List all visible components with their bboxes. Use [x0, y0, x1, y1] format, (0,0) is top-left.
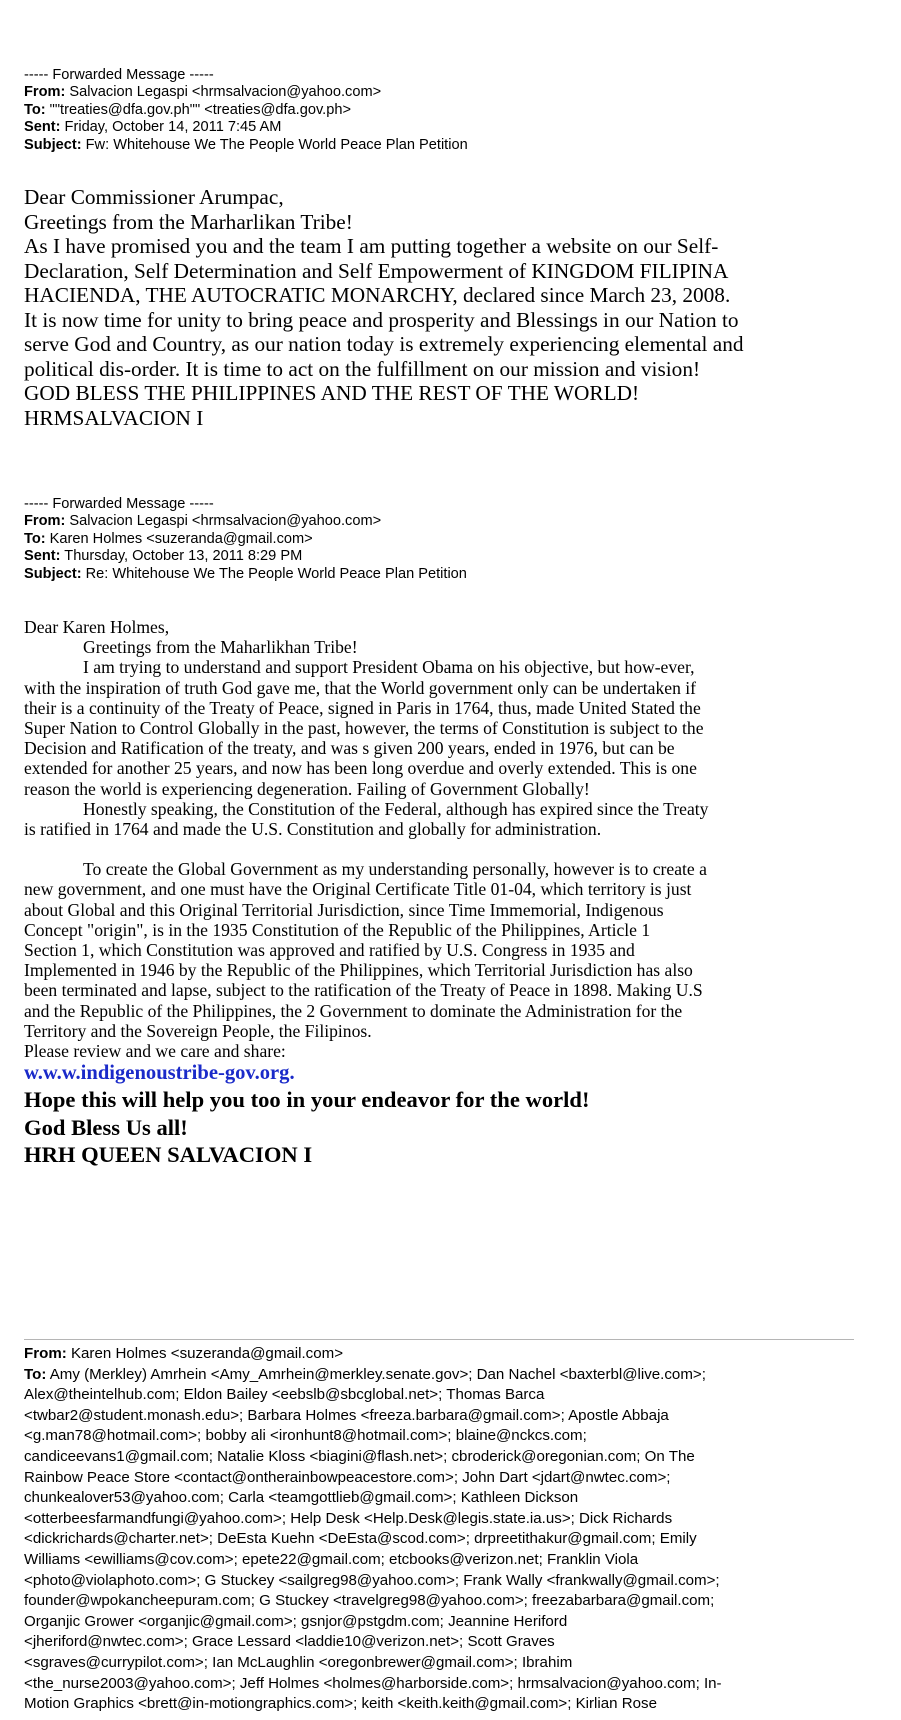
sent-label: Sent: [24, 548, 61, 565]
paragraph-line: Honestly speaking, the Constitution of the Federal, although has expired since the Treaty [83, 798, 709, 819]
subject-line [24, 137, 468, 154]
subject-line [24, 566, 467, 583]
from-line [24, 1344, 869, 1365]
recipient-line: Williams <ewilliams@cov.com>; epete22@gmail.com; etcbooks@verizon.net; Franklin Viola [24, 1550, 639, 1568]
recipient-line: <jheriford@nwtec.com>; Grace Lessard <laddie10@verizon.net>; Scott Graves [24, 1633, 555, 1651]
subject-value: Re: Whitehouse We The People World Peace Plan Petition [85, 565, 467, 582]
subject-value: Fw: Whitehouse We The People World Peace Plan Petition [85, 136, 468, 153]
message-2-body [24, 617, 884, 1169]
to-value: ""treaties@dfa.gov.ph"" <treaties@dfa.gov.ph> [49, 101, 351, 118]
message-line: Dear Commissioner Arumpac, [24, 185, 284, 209]
recipient-line: Amy (Merkley) Amrhein <Amy_Amrhein@merkley.senate.gov>; Dan Nachel <baxterbl@live.com>; [49, 1365, 706, 1383]
from-value: Karen Holmes <suzeranda@gmail.com> [70, 1345, 344, 1362]
from-label: From: [24, 513, 66, 530]
message-line: HRMSALVACION I [24, 405, 204, 430]
subject-label: Subject: [24, 565, 82, 582]
recipient-line: Motion Graphics <brett@in-motiongraphics.com>; keith <keith.keith@gmail.com>; Kirlian Rose [24, 1695, 657, 1713]
paragraph-line: is ratified in 1764 and made the U.S. Constitution and globally for administration. [24, 819, 602, 840]
subject-label: Subject: [24, 136, 82, 153]
sent-value: Thursday, October 13, 2011 8:29 PM [64, 548, 303, 565]
recipient-line: candiceevans1@gmail.com; Natalie Kloss <biagini@flash.net>; cbroderick@oregonian.com; On The [24, 1447, 695, 1465]
recipient-line: <otterbeesfarmandfungi@yahoo.com>; Help Desk <Help.Desk@legis.state.ia.us>; Dick Richards [24, 1509, 673, 1527]
recipient-line: chunkealover53@yahoo.com; Carla <teamgottlieb@gmail.com>; Kathleen Dickson [24, 1489, 579, 1507]
paragraph-line: and the Republic of the Philippines, the 2 Government to dominate the Administration for the [24, 1000, 683, 1021]
message-line: As I have promised you and the team I am putting together a website on our Self- [24, 234, 719, 258]
signature: HRH QUEEN SALVACION I [24, 1142, 313, 1168]
from-value: Salvacion Legaspi <hrmsalvacion@yahoo.com> [69, 513, 382, 530]
message-line: Declaration, Self Determination and Self Empowerment of KINGDOM FILIPINA [24, 258, 729, 283]
from-line [24, 84, 468, 101]
message-line: HACIENDA, THE AUTOCRATIC MONARCHY, declared since March 23, 2008. [24, 283, 731, 307]
recipient-line: Organjic Grower <organjic@gmail.com>; gsnjor@pstgdm.com; Jeannine Heriford [24, 1612, 568, 1630]
from-value: Salvacion Legaspi <hrmsalvacion@yahoo.com> [69, 84, 382, 101]
paragraph-line: Implemented in 1946 by the Republic of the Philippines, which Territorial Jurisdiction has also [24, 960, 693, 981]
paragraph-gap [24, 839, 884, 859]
to-line [24, 1365, 869, 1386]
message-line: GOD BLESS THE PHILIPPINES AND THE REST OF THE WORLD! [24, 381, 640, 405]
recipient-line: Alex@theintelhub.com; Eldon Bailey <eebslb@sbcglobal.net>; Thomas Barca [24, 1386, 545, 1404]
recipient-line: <sgraves@currypilot.com>; Ian McLaughlin <oregonbrewer@gmail.com>; Ibrahim [24, 1653, 573, 1671]
forward-header-1 [24, 67, 468, 154]
message-line: political dis-order. It is time to act on the fulfillment on our mission and vision! [24, 356, 701, 381]
to-line [24, 102, 468, 119]
recipient-line: <g.man78@hotmail.com>; bobby ali <ironhunt8@hotmail.com>; blaine@nckcs.com; [24, 1427, 587, 1445]
review-line: Please review and we care and share: [24, 1041, 286, 1062]
message-line: Greetings from the Marharlikan Tribe! [24, 209, 353, 234]
paragraph-line: reason the world is experiencing degeneration. Failing of Government Globally! [24, 778, 590, 799]
original-header [24, 1344, 869, 1715]
message-line: serve God and Country, as our nation today is extremely experiencing elemental and [24, 332, 744, 356]
forward-header-2 [24, 496, 467, 583]
message-line: It is now time for unity to bring peace and prosperity and Blessings in our Nation to [24, 307, 739, 332]
recipient-line: founder@wpokancheepuram.com; G Stuckey <travelgreg98@yahoo.com>; freezabarbara@gmail.com; [24, 1592, 715, 1610]
salutation: Dear Karen Holmes, [24, 617, 170, 637]
to-label: To: [24, 101, 46, 118]
sent-line [24, 119, 468, 136]
message-1-body [24, 185, 884, 430]
closing-line: Hope this will help you too in your endeavor for the world! [24, 1087, 590, 1113]
forward-marker: ----- Forwarded Message ----- [24, 67, 214, 83]
sent-line [24, 548, 467, 565]
paragraph-line: with the inspiration of truth God gave me, that the World government only can be undertaken if [24, 677, 697, 698]
from-line [24, 513, 467, 530]
to-label: To: [24, 1365, 47, 1383]
paragraph-line: extended for another 25 years, and now has been long overdue and overly extended. This is one [24, 758, 697, 779]
recipient-line: <twbar2@student.monash.edu>; Barbara Holmes <freeza.barbara@gmail.com>; Apostle Abbaja [24, 1406, 669, 1424]
website-link[interactable]: w.w.w.indigenoustribe-gov.org. [24, 1062, 295, 1085]
closing-line: God Bless Us all! [24, 1114, 188, 1140]
sent-label: Sent: [24, 119, 61, 136]
paragraph-line: their is a continuity of the Treaty of Peace, signed in Paris in 1764, thus, made United Stated the [24, 697, 701, 718]
sent-value: Friday, October 14, 2011 7:45 AM [64, 119, 282, 136]
from-label: From: [24, 84, 66, 101]
to-value: Karen Holmes <suzeranda@gmail.com> [49, 530, 313, 547]
recipient-line: <the_nurse2003@yahoo.com>; Jeff Holmes <holmes@harborside.com>; hrmsalvacion@yahoo.com; In- [24, 1674, 722, 1692]
paragraph-line: Decision and Ratification of the treaty, and was s given 200 years, ended in 1976, but can be [24, 738, 675, 759]
to-label: To: [24, 530, 46, 547]
paragraph-line: Concept "origin", is in the 1935 Constitution of the Republic of the Philippines, Article 1 [24, 919, 651, 940]
forward-marker: ----- Forwarded Message ----- [24, 496, 214, 512]
recipient-line: <dickrichards@charter.net>; DeEsta Kuehn <DeEsta@scod.com>; drpreetithakur@gmail.com; Emily [24, 1530, 697, 1548]
divider [24, 1339, 854, 1340]
paragraph-line: new government, and one must have the Original Certificate Title 01-04, which territory is just [24, 879, 692, 900]
paragraph-line: been terminated and lapse, subject to the ratification of the Treaty of Peace in 1898. Making U.S [24, 980, 703, 1001]
paragraph-line: I am trying to understand and support President Obama on his objective, but how-ever, [83, 657, 695, 678]
from-label: From: [24, 1345, 67, 1362]
paragraph-line: Section 1, which Constitution was approved and ratified by U.S. Congress in 1935 and [24, 940, 635, 961]
recipient-line: <photo@violaphoto.com>; G Stuckey <sailgreg98@yahoo.com>; Frank Wally <frankwally@gmail.com>; [24, 1571, 720, 1589]
paragraph-line: Super Nation to Control Globally in the past, however, the terms of Constitution is subject to the [24, 718, 704, 739]
paragraph-line: about Global and this Original Territorial Jurisdiction, since Time Immemorial, Indigenous [24, 899, 664, 920]
greeting: Greetings from the Maharlikhan Tribe! [83, 637, 358, 658]
to-line [24, 531, 467, 548]
paragraph-line: To create the Global Government as my understanding personally, however is to create a [83, 859, 707, 880]
paragraph-line: Territory and the Sovereign People, the Filipinos. [24, 1020, 372, 1041]
recipient-line: Rainbow Peace Store <contact@ontherainbowpeacestore.com>; John Dart <jdart@nwtec.com>; [24, 1468, 671, 1486]
